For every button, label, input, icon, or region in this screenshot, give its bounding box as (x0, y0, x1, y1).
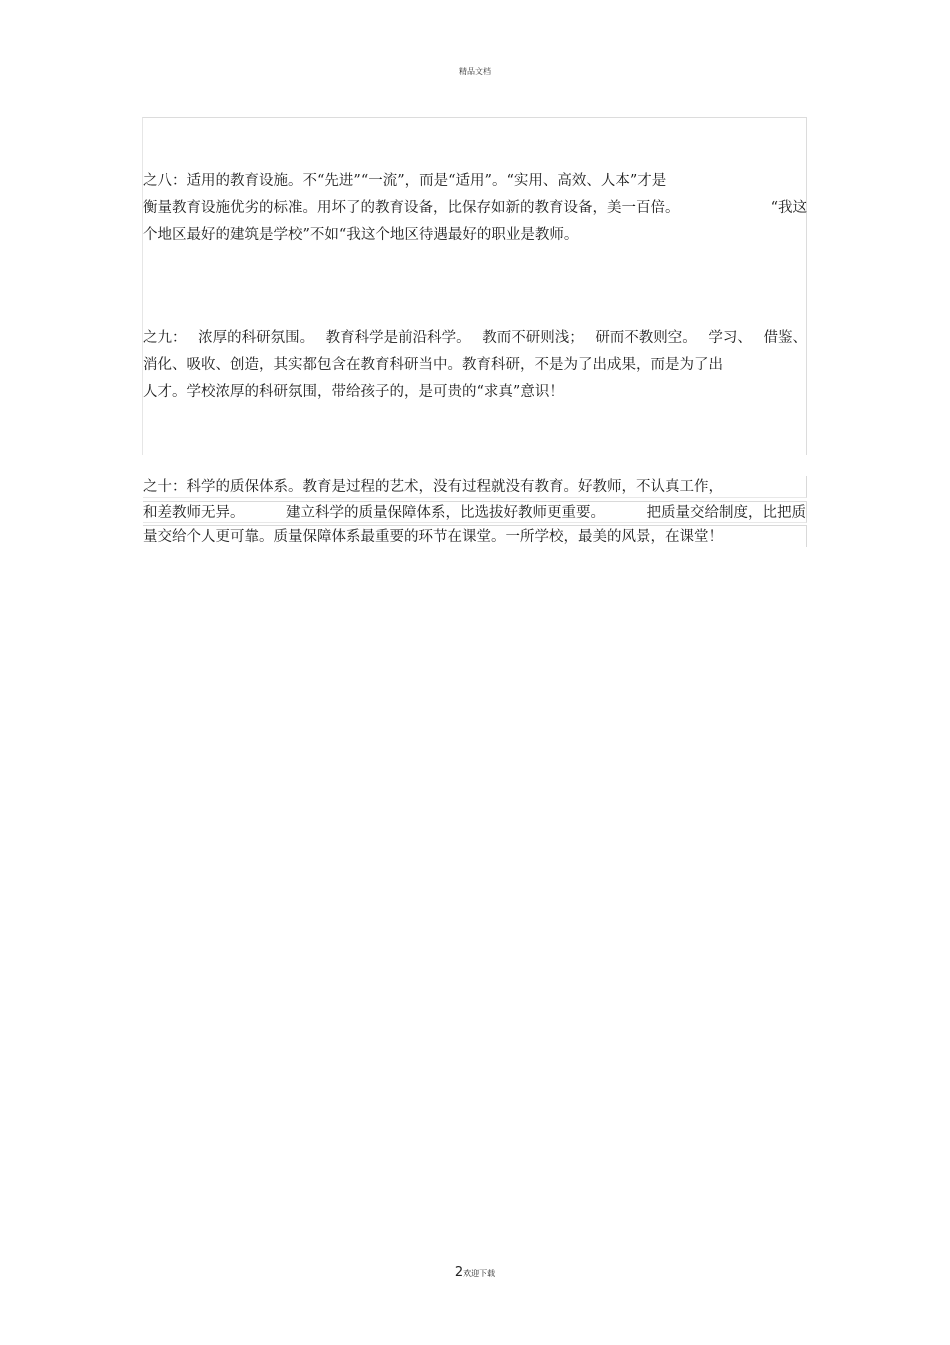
text-segment: 个地区最好的建筑是学校”不如“我这个地区待遇最好的职业是教师。 (143, 227, 579, 243)
text-segment: 之九： (143, 330, 187, 346)
paragraph-line (143, 325, 807, 352)
text-segment: “我这 (770, 200, 807, 216)
text-segment: 之八：适用的教育设施。不“先进”“一流”，而是“适用”。“实用、高效、人本”才是 (143, 173, 667, 189)
download-text: 欢迎下载 (463, 1269, 496, 1278)
paragraph-line (143, 501, 807, 523)
text-segment: 借鉴、 (763, 330, 807, 346)
paragraph-section-10 (143, 476, 807, 550)
header-text: 精品文档 (459, 67, 491, 76)
paragraph-line (143, 195, 807, 222)
text-segment: 浓厚的科研氛围。 (198, 330, 315, 346)
text-segment: 人才。学校浓厚的科研氛围，带给孩子的，是可贵的“求真”意识！ (143, 384, 564, 400)
text-segment: 之十：科学的质保体系。教育是过程的艺术，没有过程就没有教育。好教师，不认真工作， (143, 479, 723, 495)
text-segment: 消化、吸收、创造，其实都包含在教育科研当中。教育科研，不是为了出成果，而是为了出 (143, 357, 723, 373)
paragraph-section-8 (143, 168, 807, 249)
text-segment: 建立科学的质量保障体系，比选拔好教师更重要。 (286, 504, 605, 521)
page-header (0, 66, 950, 77)
paragraph-section-9 (143, 325, 807, 406)
text-segment: 衡量教育设施优劣的标准。用坏了的教育设备，比保存如新的教育设备，美一百倍。 (143, 200, 680, 216)
text-segment: 学习、 (708, 330, 752, 346)
page-footer (0, 1261, 950, 1280)
text-segment: 量交给个人更可靠。质量保障体系最重要的环节在课堂。一所学校，最美的风景，在课堂！ (143, 529, 723, 545)
paragraph-line (143, 352, 807, 379)
text-segment: 研而不教则空。 (595, 330, 697, 346)
page-number: 2 (454, 1265, 464, 1280)
paragraph-line (143, 525, 807, 547)
text-segment: 把质量交给制度，比把质 (646, 504, 806, 521)
paragraph-line (143, 222, 807, 249)
paragraph-line (143, 476, 807, 498)
text-segment: 和差教师无异。 (143, 504, 245, 521)
text-segment: 教而不研则浅； (482, 330, 584, 346)
paragraph-line (143, 379, 807, 406)
paragraph-line (143, 168, 807, 195)
text-segment: 教育科学是前沿科学。 (325, 330, 471, 346)
